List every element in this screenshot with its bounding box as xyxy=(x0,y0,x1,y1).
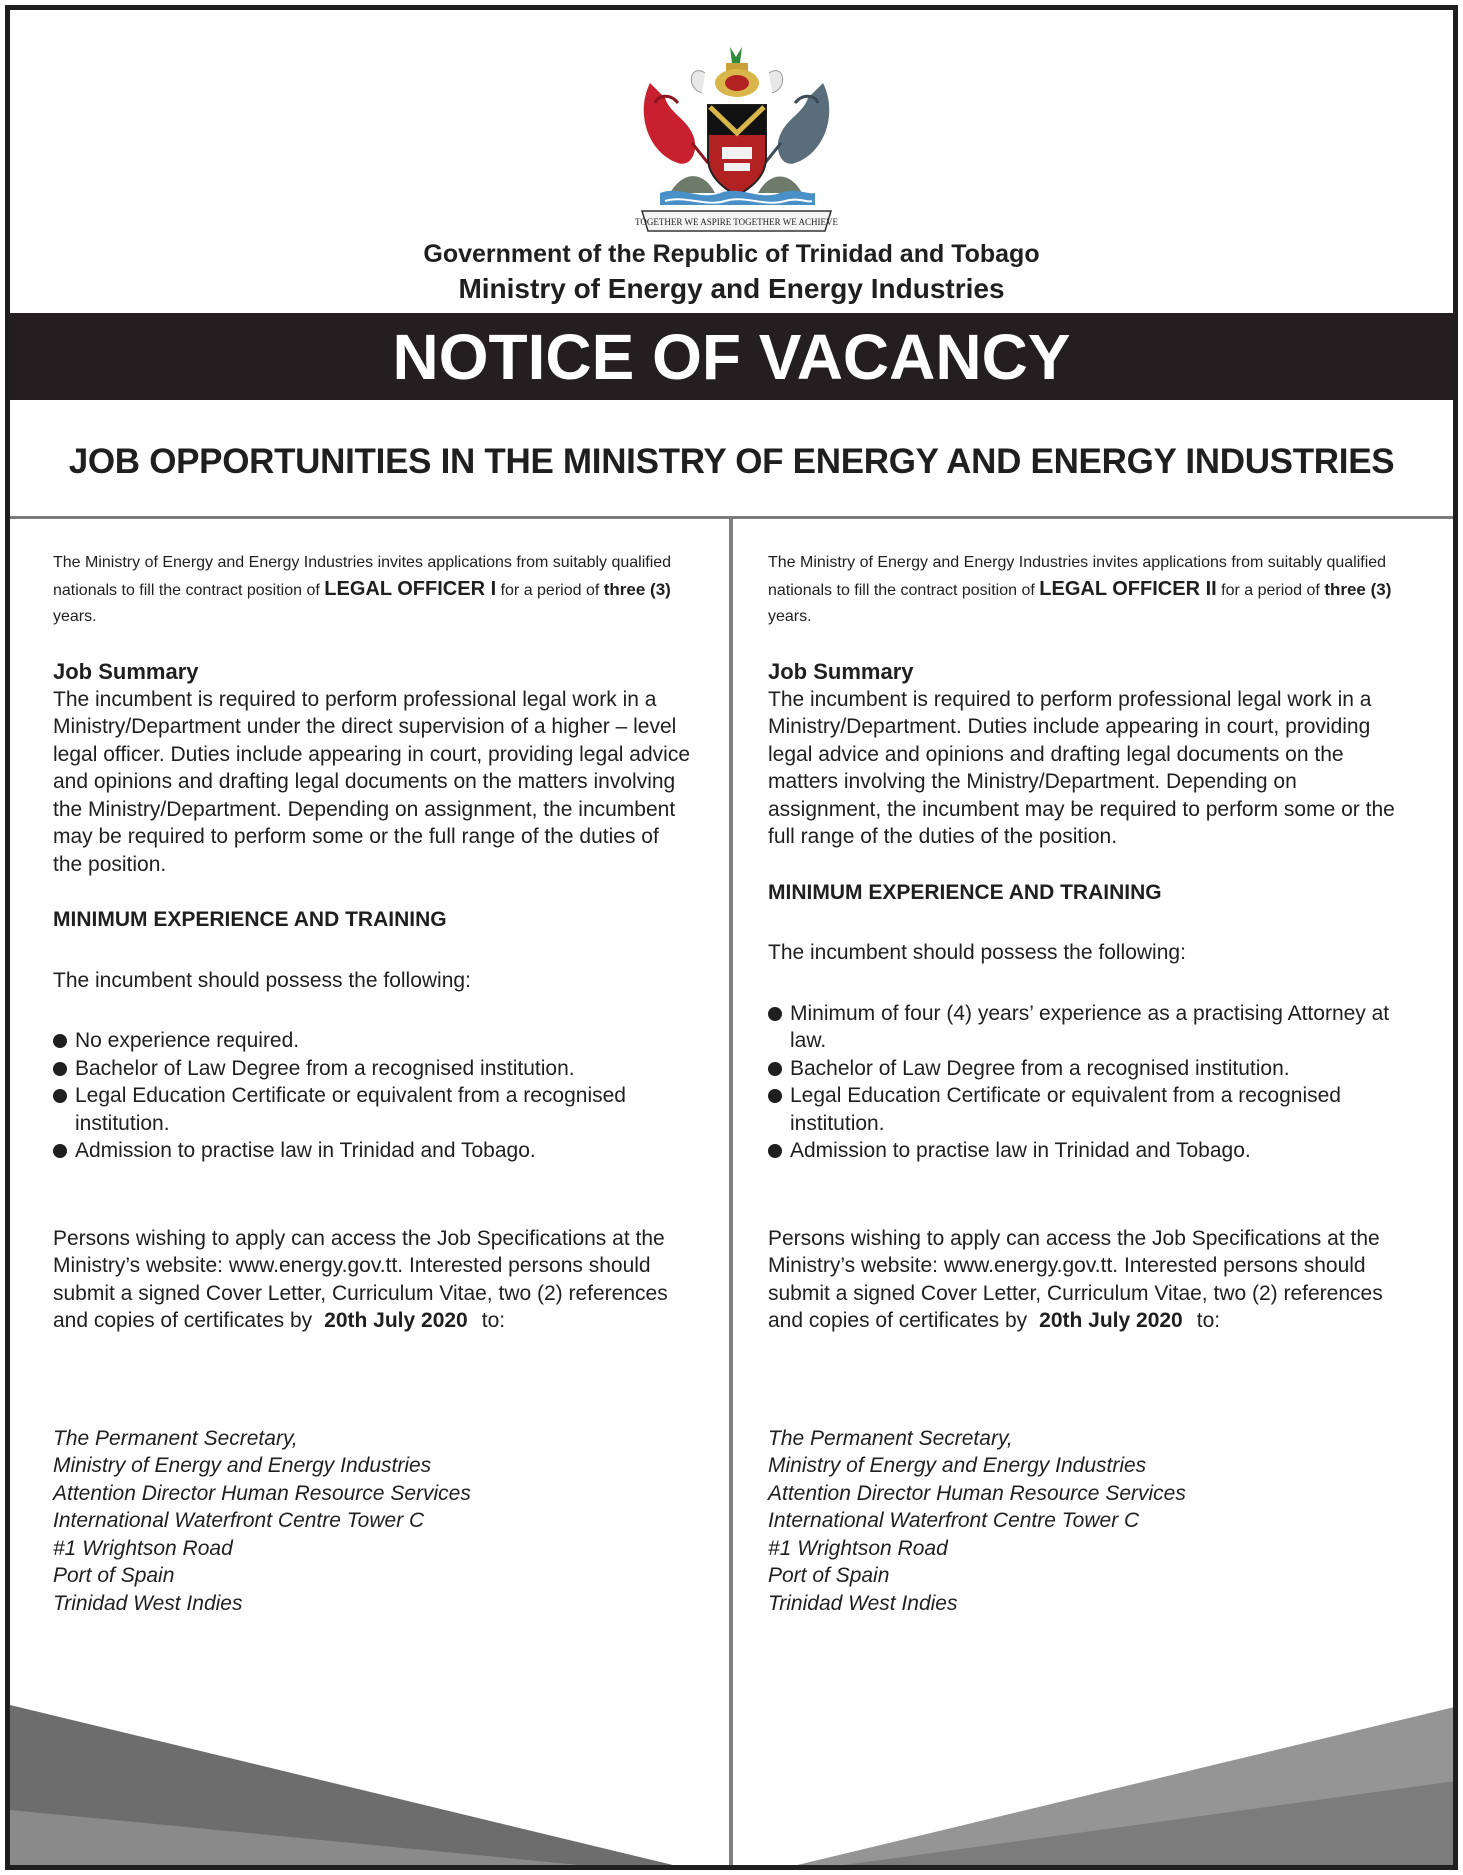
requirement-item: Legal Education Certificate or equivalent from a recognised institution. xyxy=(768,1082,1408,1137)
requirement-item: Minimum of four (4) years’ experience as a practising Attorney at law. xyxy=(768,1000,1408,1055)
decorative-footer-wedges xyxy=(10,1690,1458,1870)
intro-paragraph: The Ministry of Energy and Energy Industries invites applications from suitably qualified nationals to fill the contract position of LEGAL OFFICER I for a period of three (3) years. xyxy=(53,554,672,625)
job-summary-heading: Job Summary xyxy=(53,659,199,684)
address-line: Port of Spain xyxy=(768,1564,890,1587)
address-line: Attention Director Human Resource Services xyxy=(53,1481,471,1505)
application-deadline: 20th July 2020 xyxy=(1039,1309,1183,1332)
mailing-address xyxy=(53,1425,693,1618)
banner-title: NOTICE OF VACANCY xyxy=(392,320,1071,393)
column-divider xyxy=(729,519,733,1870)
requirements-list xyxy=(768,1000,1408,1165)
contract-term: three (3) xyxy=(1324,580,1392,599)
minimum-experience-heading: MINIMUM EXPERIENCE AND TRAINING xyxy=(53,908,447,931)
application-instructions: Persons wishing to apply can access the Job Specifications at the Ministry’s website: www.energy.gov.tt. Interested persons should submit a signed Cover Letter, Curriculum Vitae, two (2) references and copies of certificates by 20th July 2020 to: xyxy=(768,1226,1383,1332)
address-line: Ministry of Energy and Energy Industries xyxy=(53,1454,432,1477)
address-line: International Waterfront Centre Tower C xyxy=(53,1509,425,1532)
vacancy-legal-officer-1 xyxy=(53,550,693,1617)
address-line: Ministry of Energy and Energy Industries xyxy=(768,1454,1147,1477)
requirement-item: Bachelor of Law Degree from a recognised institution. xyxy=(768,1055,1408,1083)
application-instructions: Persons wishing to apply can access the Job Specifications at the Ministry’s website: www.energy.gov.tt. Interested persons should submit a signed Cover Letter, Curriculum Vitae, two (2) references and copies of certificates by 20th July 2020 to: xyxy=(53,1226,668,1332)
government-name: Government of the Republic of Trinidad and Tobago xyxy=(423,240,1040,268)
address-line: International Waterfront Centre Tower C xyxy=(768,1509,1140,1532)
mailing-address xyxy=(768,1425,1408,1618)
contract-term: three (3) xyxy=(603,580,671,599)
ministry-name: Ministry of Energy and Energy Industries xyxy=(458,273,1005,304)
address-line: Attention Director Human Resource Services xyxy=(768,1481,1186,1505)
address-line: The Permanent Secretary, xyxy=(768,1426,1013,1450)
vacancy-notice xyxy=(5,5,1458,1870)
possess-statement: The incumbent should possess the following: xyxy=(768,941,1186,964)
requirements-list xyxy=(53,1027,693,1165)
requirement-item: Legal Education Certificate or equivalent from a recognised institution. xyxy=(53,1082,693,1137)
motto-text: TOGETHER WE ASPIRE TOGETHER WE ACHIEVE xyxy=(635,217,838,227)
address-line: Port of Spain xyxy=(53,1564,175,1587)
application-deadline: 20th July 2020 xyxy=(324,1309,468,1332)
address-line: Trinidad West Indies xyxy=(53,1591,243,1615)
vacancy-legal-officer-2 xyxy=(768,550,1408,1617)
requirement-item: No experience required. xyxy=(53,1027,693,1055)
job-summary-heading: Job Summary xyxy=(768,659,914,684)
address-line: #1 Wrightson Road xyxy=(53,1536,233,1560)
requirement-item: Admission to practise law in Trinidad and Tobago. xyxy=(768,1137,1408,1165)
requirement-item: Bachelor of Law Degree from a recognised institution. xyxy=(53,1055,693,1083)
address-line: #1 Wrightson Road xyxy=(768,1536,948,1560)
requirement-item: Admission to practise law in Trinidad and Tobago. xyxy=(53,1137,693,1165)
position-title: LEGAL OFFICER II xyxy=(1039,578,1217,600)
minimum-experience-heading: MINIMUM EXPERIENCE AND TRAINING xyxy=(768,880,1162,904)
position-title: LEGAL OFFICER I xyxy=(324,578,497,600)
address-line: The Permanent Secretary, xyxy=(53,1426,298,1450)
job-summary-text: The incumbent is required to perform professional legal work in a Ministry/Department. Duties include appearing in court, providing legal advice and opinions and drafting legal documents on the matters involving the Ministry/Department. Depending on assignment, the incumbent may be required to perform some or the full range of the duties of the position. xyxy=(768,687,1395,848)
job-opportunities-headline: JOB OPPORTUNITIES IN THE MINISTRY OF ENERGY AND ENERGY INDUSTRIES xyxy=(68,442,1395,481)
address-line: Trinidad West Indies xyxy=(768,1591,958,1615)
notice-banner xyxy=(10,313,1453,400)
possess-statement: The incumbent should possess the following: xyxy=(53,968,471,992)
intro-paragraph: The Ministry of Energy and Energy Industries invites applications from suitably qualified nationals to fill the contract position of LEGAL OFFICER II for a period of three (3) years. xyxy=(768,554,1392,625)
coat-of-arms-emblem xyxy=(630,43,843,238)
job-summary-text: The incumbent is required to perform professional legal work in a Ministry/Department under the direct supervision of a higher – level legal officer. Duties include appearing in court, providing legal advice and opinions and drafting legal documents on the matters involving the Ministry/Department. Depending on assignment, the incumbent may be required to perform some or the full range of the duties of the position. xyxy=(53,687,691,876)
